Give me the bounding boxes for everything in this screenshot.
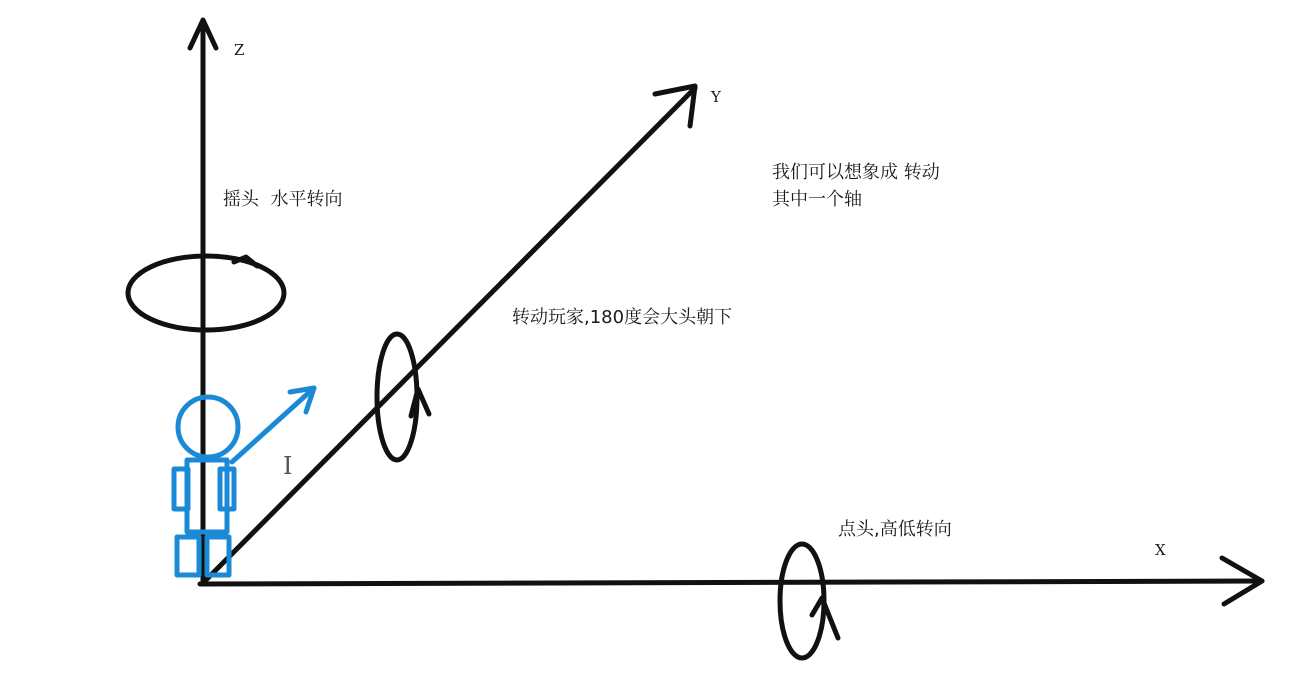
facing-direction-arrow [232,388,314,462]
pitch-rotation-ring [780,544,838,658]
y-axis [204,86,695,582]
stick-figure-icon [174,397,238,575]
x-axis-label: X [1155,541,1166,559]
yaw-rotation-ring [128,256,284,330]
y-axis-label: Y [711,88,721,106]
z-axis [190,20,216,584]
explanation-note [772,159,940,213]
pitch-annotation: 点头,高低转向 [838,519,952,540]
roll-annotation: 转动玩家,180度会大头朝下 [512,307,733,328]
explanation-note-line2: 其中一个轴 [772,189,862,210]
z-axis-label: Z [234,41,245,59]
explanation-note-line1: 我们可以想象成 转动 [772,162,940,183]
text-cursor-icon: I [283,452,293,480]
x-axis [200,558,1262,604]
yaw-annotation: 摇头 水平转向 [223,189,343,210]
